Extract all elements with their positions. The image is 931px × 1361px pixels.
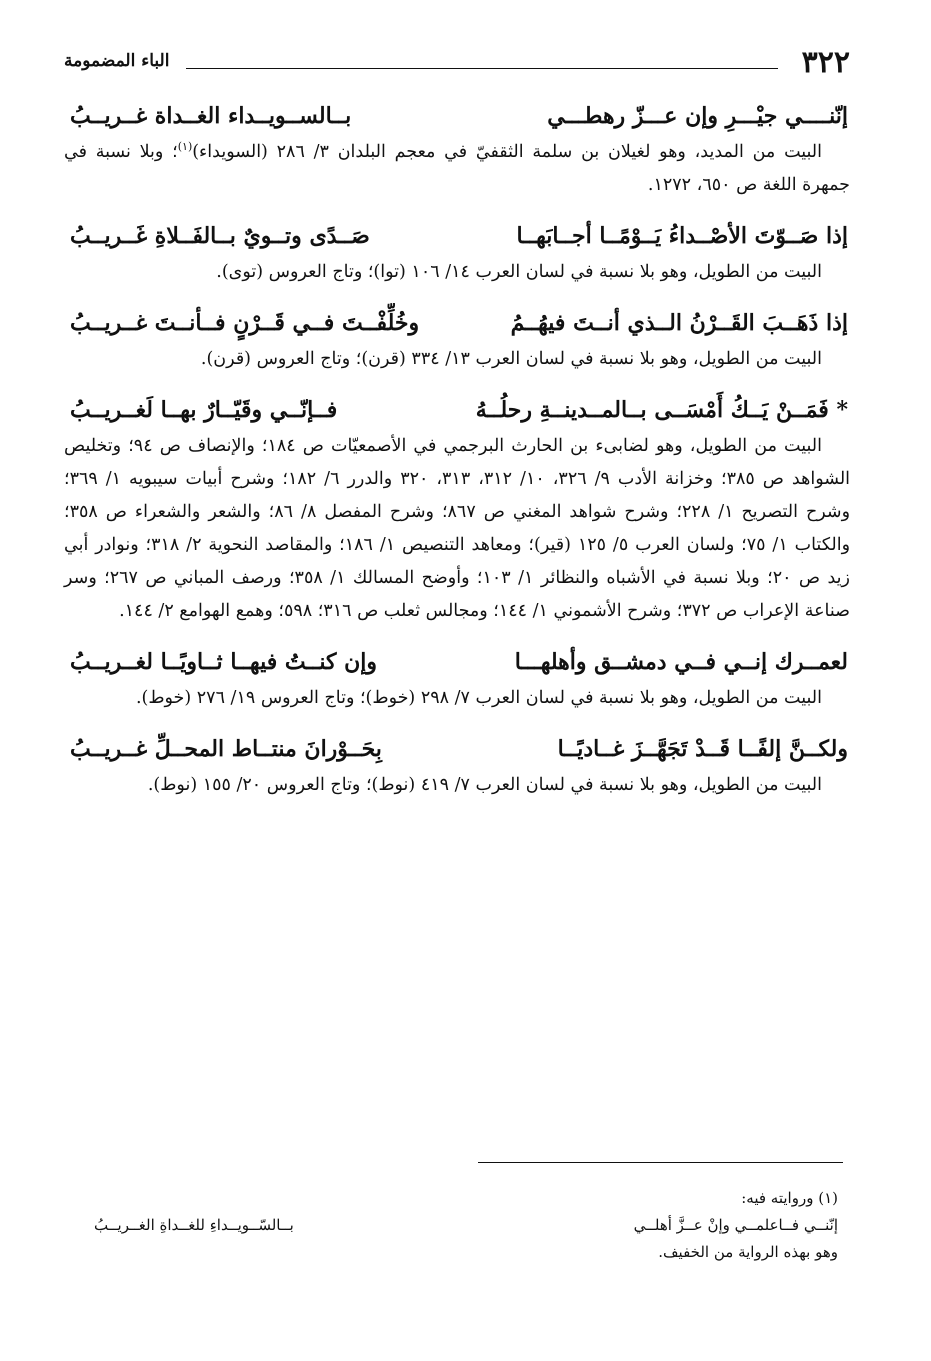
header-rule (186, 68, 778, 69)
page-content (64, 96, 850, 816)
commentary-text: البيت من الطويل، وهو بلا نسبة في لسان العرب ٧/ ٢٩٨ (خوط)؛ وتاج العروس ١٩/ ٢٧٦ (خوط). (135, 688, 822, 708)
footnote-verse-second: بــالسّــويــداءِ للغــداةِ الغــريــبُ (94, 1216, 294, 1234)
running-head (64, 46, 850, 80)
footnote-intro: (١) وروايته فيه: (741, 1189, 838, 1207)
verse-line (64, 390, 850, 430)
verse-commentary (64, 430, 850, 628)
verse-first-hemistich: لعمــرك إنــي فــي دمشــق وأهلهـــا (514, 649, 848, 675)
footnote-verse-first: إنّنــي فــاعلمــي وإنْ عــزَّ أهلــي (633, 1216, 838, 1234)
verse-entry (64, 303, 850, 376)
verse-line (64, 303, 850, 343)
verse-second-hemistich: صَــدًى وتــويٌ بــالفَــلاةِ غَــريــبُ (70, 223, 370, 249)
verse-first-hemistich: إذا صَــوّتَ الأصْــداءُ يَــوْمًــا أجــابَهــا (516, 223, 848, 249)
verse-commentary (64, 136, 850, 202)
commentary-text: البيت من الطويل، وهو بلا نسبة في لسان العرب ١٤/ ١٠٦ (توا)؛ وتاج العروس (توى). (216, 262, 822, 282)
verse-second-hemistich: فــإنّــي وقَيّــارٌ بهــا لَغــريــبُ (70, 397, 338, 423)
verse-second-hemistich: بِحَــوْرانَ منتــاط المحــلِّ غــريــبُ (70, 736, 382, 762)
footnote-closing: وهو بهذه الرواية من الخفيف. (658, 1243, 838, 1261)
verse-first-hemistich: ولكــنَّ إلفًــا قَــدْ تَجَهَّــزَ غــاديًــا (557, 736, 848, 762)
verse-commentary (64, 769, 850, 802)
verse-second-hemistich: وخُلِّفْــتَ فــي قَــرْنٍ فــأنــتَ غــريــبُ (70, 310, 420, 336)
commentary-text: البيت من الطويل، وهو بلا نسبة في لسان العرب ٧/ ٤١٩ (نوط)؛ وتاج العروس ٢٠/ ١٥٥ (نوط). (147, 775, 822, 795)
verse-entry (64, 96, 850, 202)
verse-commentary (64, 682, 850, 715)
footnote-verse (64, 1212, 844, 1239)
verse-line (64, 729, 850, 769)
verse-first-hemistich: إذا ذَهَــبَ القَــرْنُ الــذي أنــتَ فيهُــمُ (510, 310, 848, 336)
verse-first-hemistich: * فَمَــنْ يَــكُ أَمْسَــى بــالمــدينــةِ رحلُــهُ (475, 397, 848, 423)
verse-second-hemistich: وإن كنــتُ فيهــا ثــاويًــا لغــريــبُ (70, 649, 378, 675)
verse-line (64, 216, 850, 256)
commentary-text: البيت من الطويل، وهو بلا نسبة في لسان العرب ١٣/ ٣٣٤ (قرن)؛ وتاج العروس (قرن). (200, 349, 822, 369)
verse-entry (64, 642, 850, 715)
verse-first-hemistich: إنّنــــي جيْـــرِ وإن عـــزّ رهطـــي (547, 103, 848, 129)
verse-commentary (64, 256, 850, 289)
footnotes (64, 1185, 844, 1266)
verse-second-hemistich: بــالســويــداء الغــداة غــريــبُ (70, 103, 352, 129)
footnote-reference[interactable]: (١) (177, 140, 193, 154)
section-title: الباء المضمومة (64, 51, 170, 71)
verse-line (64, 96, 850, 136)
verse-commentary (64, 343, 850, 376)
commentary-text-tail: ؛ وبلا نسبة في جمهرة اللغة ص ٦٥٠، ١٢٧٢. (64, 142, 850, 195)
commentary-text: البيت من الطويل، وهو لضابىء بن الحارث البرجمي في الأصمعيّات ص ١٨٤؛ والإنصاف ص ٩٤؛ وتخليص الشواهد ص ٣٨٥؛ وخزانة الأدب ٩/ ٣٢٦، ١٠/ ٣١٢، ٣١٣، ٣٢٠ والدرر ٦/ ١٨٢؛ وشرح أبيات سيبويه ١/ ٣٦٩؛ وشرح التصريح ١/ ٢٢٨؛ وشرح شواهد المغني ص ٨٦٧؛ وشرح المفصل ٨/ ٨٦؛ والشعر والشعراء ص ٣٥٨؛ والكتاب ١/ ٧٥؛ ولسان العرب ٥/ ١٢٥ (قير)؛ ومعاهد التنصيص ١/ ١٨٦؛ والمقاصد النحوية ٢/ ٣١٨؛ ونوادر أبي زيد ص ٢٠؛ وبلا نسبة في الأشباه والنظائر ١/ ١٠٣؛ وأوضح المسالك ١/ ٣٥٨؛ ورصف المباني ص ٢٦٧؛ وسر صناعة الإعراب ص ٣٧٢؛ وشرح الأشموني ١/ ١٤٤؛ ومجالس ثعلب ص ٣١٦؛ ٥٩٨؛ وهمع الهوامع ٢/ ١٤٤. (64, 436, 851, 621)
verse-entry (64, 390, 850, 628)
verse-entry (64, 729, 850, 802)
verse-line (64, 642, 850, 682)
verse-entry (64, 216, 850, 289)
page-number: ٣٢٢ (801, 45, 850, 80)
footnote-separator (478, 1162, 843, 1163)
commentary-text: البيت من المديد، وهو لغيلان بن سلمة الثقفيّ في معجم البلدان ٣/ ٢٨٦ (السويداء) (192, 142, 823, 162)
